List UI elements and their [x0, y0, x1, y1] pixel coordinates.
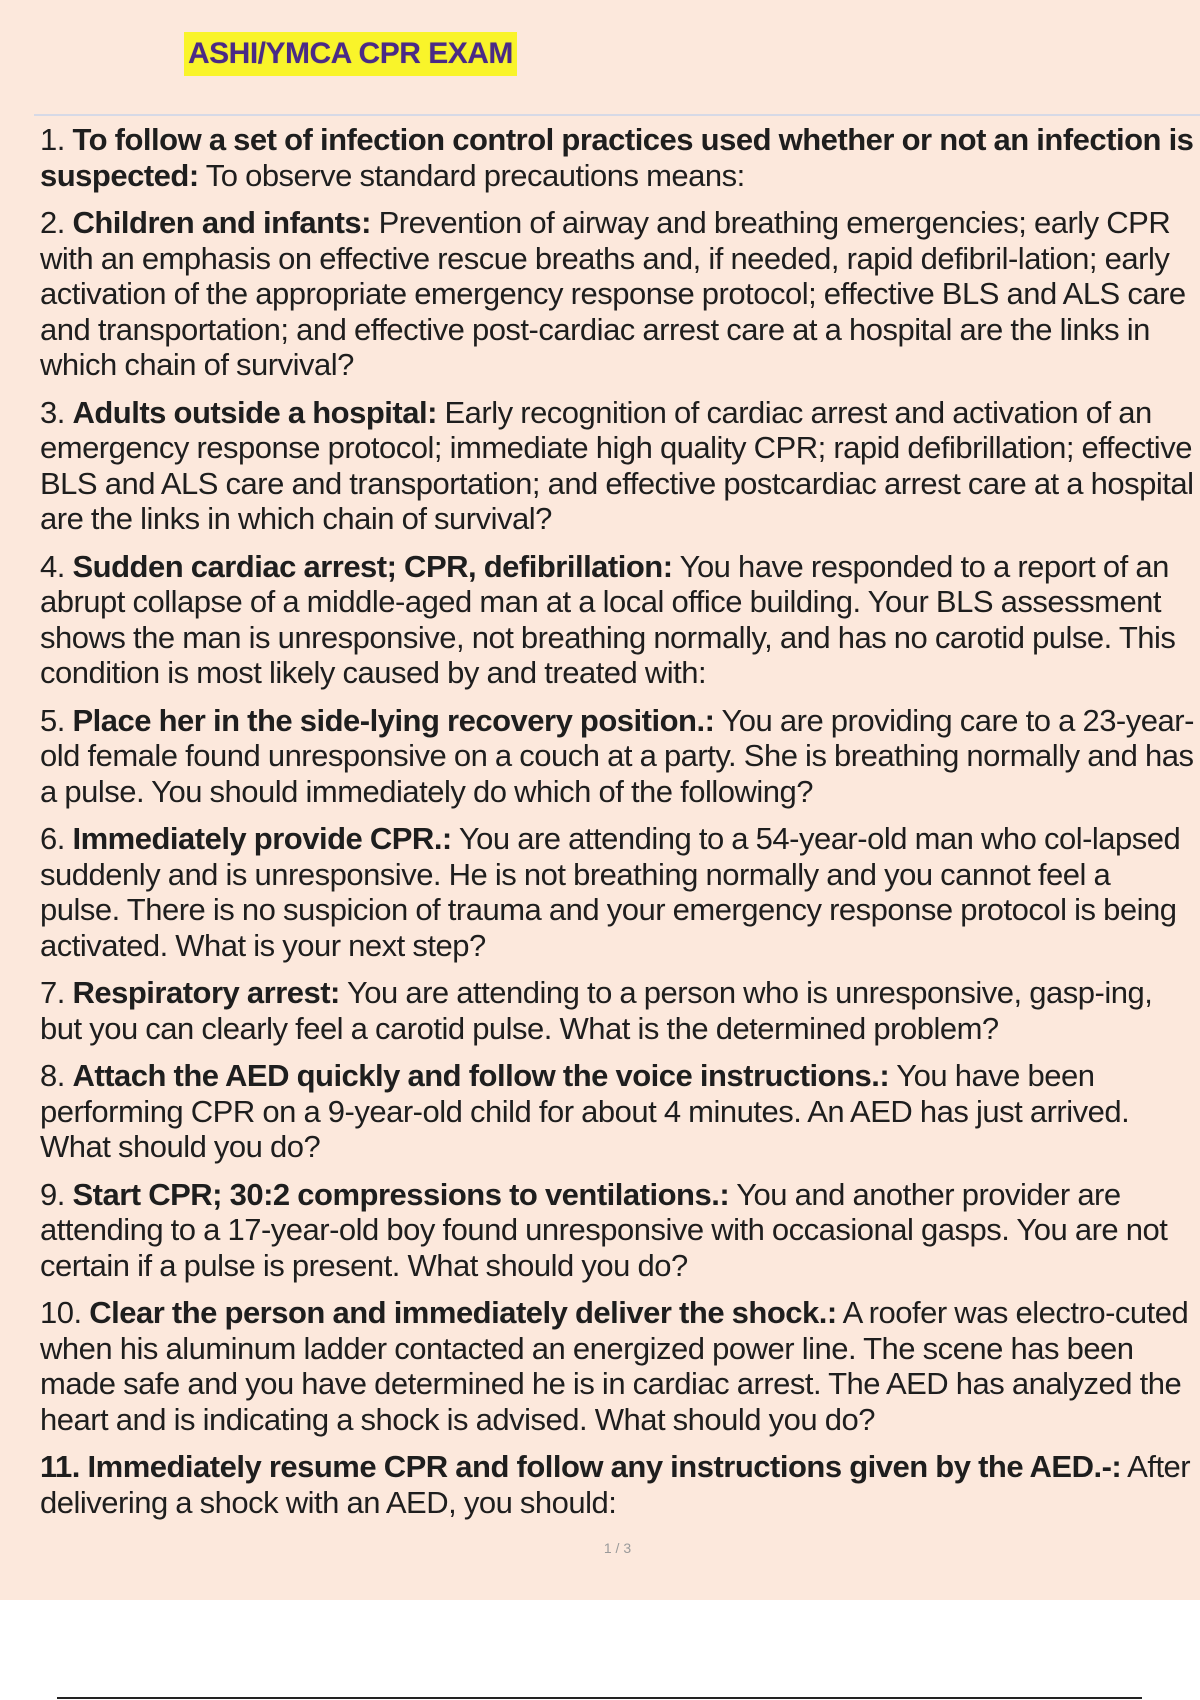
question-number: 11.	[40, 1449, 80, 1484]
question-item	[40, 1058, 1195, 1165]
question-text: You are attending to a person who is unresponsive, gasp-ing, but you can clearly feel a carotid pulse. What is the determined problem?	[40, 975, 1153, 1046]
page-number: 1 / 3	[603, 1540, 632, 1556]
question-number: 10.	[40, 1295, 82, 1330]
question-number: 9.	[40, 1176, 65, 1212]
question-item	[40, 122, 1195, 193]
question-text: You and another provider are attending to a 17-year-old boy found unresponsive with occasional gasps. You are not certain if a pulse is present. What should you do?	[40, 1176, 1168, 1283]
question-item	[40, 703, 1195, 810]
question-number: 7.	[40, 975, 65, 1010]
question-text: To observe standard precautions means:	[198, 157, 745, 193]
question-term: Sudden cardiac arrest; CPR, defibrillation:	[72, 548, 673, 584]
question-text: You are providing care to a 23-year-old female found unresponsive on a couch at a party. She is breathing normally and has a pulse. You should immediately do which of the following?	[40, 702, 1194, 809]
question-text: You are attending to a 54-year-old man who col-lapsed suddenly and is unresponsive. He is not breathing normally and you cannot feel a pulse. There is no suspicion of trauma and your emergency response protocol is being activated. What is your next step?	[40, 821, 1181, 963]
document-title: ASHI/YMCA CPR EXAM	[184, 32, 517, 76]
question-number: 6.	[40, 821, 65, 856]
question-term: Attach the AED quickly and follow the voice instructions.:	[72, 1058, 890, 1093]
question-item	[40, 1177, 1195, 1284]
question-term: Children and infants:	[72, 205, 371, 240]
question-text: You have responded to a report of an abrupt collapse of a middle-aged man at a local office building. Your BLS assessment shows the man is unresponsive, not breathing normally, and has no carotid pulse. This condition is most likely caused by and treated with:	[40, 548, 1176, 690]
question-number: 8.	[40, 1058, 65, 1093]
question-item	[40, 821, 1195, 963]
question-text: Early recognition of cardiac arrest and activation of an emergency response protocol; immediate high quality CPR; rapid defibrillation; effective BLS and ALS care and transportation; and effective postcardiac arrest care at a hospital are the links in which chain of survival?	[40, 394, 1194, 536]
question-item	[40, 1449, 1195, 1520]
question-item	[40, 205, 1195, 383]
question-number: 3.	[40, 394, 65, 430]
question-term: Immediately resume CPR and follow any instructions given by the AED.-:	[87, 1449, 1122, 1484]
question-number: 1.	[40, 122, 65, 157]
question-item	[40, 549, 1195, 691]
header-divider	[34, 114, 1200, 116]
question-list	[40, 122, 1195, 1532]
question-term: Start CPR; 30:2 compressions to ventilations.:	[72, 1176, 730, 1212]
question-term: Respiratory arrest:	[72, 975, 340, 1010]
question-item	[40, 1295, 1195, 1437]
question-term: To follow a set of infection control practices used whether or not an infection is suspected:	[40, 122, 1194, 193]
question-number: 5.	[40, 702, 65, 738]
question-text: After delivering a shock with an AED, you should:	[40, 1449, 1191, 1520]
question-item	[40, 975, 1195, 1046]
question-text: Prevention of airway and breathing emergencies; early CPR with an emphasis on effective rescue breaths and, if needed, rapid defibril-lation; early activation of the appropriate emergency response protocol; effective BLS and ALS care and transportation; and effective post-cardiac arrest care at a hospital are the links in which chain of survival?	[40, 205, 1186, 382]
question-text: You have been performing CPR on a 9-year-old child for about 4 minutes. An AED has just arrived. What should you do?	[40, 1058, 1130, 1164]
question-item	[40, 395, 1195, 537]
footer-divider	[57, 1697, 1142, 1699]
question-term: Clear the person and immediately deliver the shock.:	[89, 1295, 837, 1330]
question-text: A roofer was electro-cuted when his aluminum ladder contacted an energized power line. The scene has been made safe and you have determined he is in cardiac arrest. The AED has analyzed the heart and is indicating a shock is advised. What should you do?	[40, 1295, 1189, 1437]
question-term: Place her in the side-lying recovery position.:	[72, 702, 715, 738]
question-term: Adults outside a hospital:	[72, 394, 437, 430]
question-number: 2.	[40, 205, 65, 240]
question-term: Immediately provide CPR.:	[72, 821, 452, 856]
question-number: 4.	[40, 548, 65, 584]
title-container	[184, 32, 517, 76]
